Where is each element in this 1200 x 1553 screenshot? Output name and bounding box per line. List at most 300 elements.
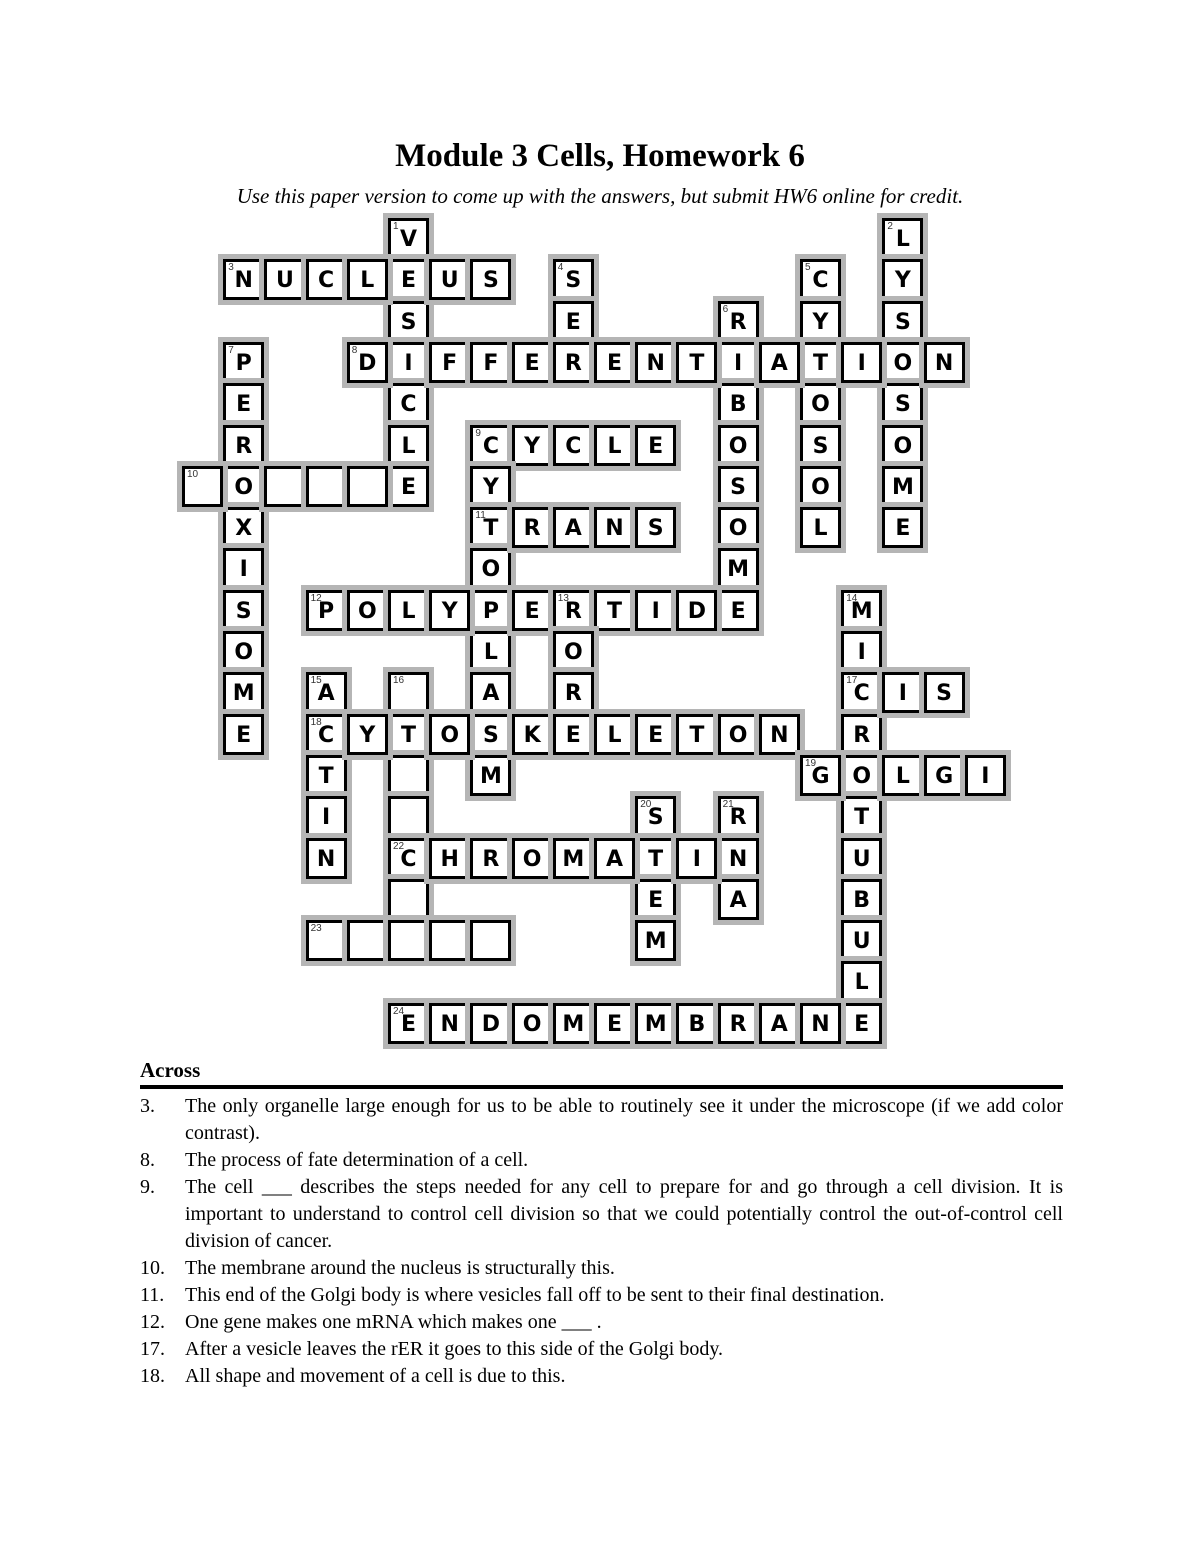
crossword-cell[interactable] xyxy=(223,672,264,713)
crossword-cell[interactable] xyxy=(635,590,676,631)
crossword-cell[interactable] xyxy=(718,590,759,631)
crossword-cell[interactable] xyxy=(223,342,264,383)
cell-letter: D xyxy=(687,598,707,624)
cell-letter: M xyxy=(644,1011,667,1037)
cell-letter: R xyxy=(564,350,582,376)
cell-letter: C xyxy=(400,846,417,872)
cell-letter: T xyxy=(854,805,870,831)
cell-letter: I xyxy=(651,598,660,624)
crossword-cell[interactable] xyxy=(676,714,717,755)
crossword-cell[interactable] xyxy=(841,961,882,1002)
crossword-cell[interactable] xyxy=(800,1003,841,1044)
clue-number: 11 xyxy=(475,510,486,522)
crossword-cell[interactable] xyxy=(882,425,923,466)
crossword-cell[interactable] xyxy=(470,755,511,796)
cell-letter: A xyxy=(770,350,788,376)
crossword-cell[interactable] xyxy=(470,838,511,879)
cell-letter: Y xyxy=(812,309,829,335)
crossword-cell[interactable] xyxy=(388,714,429,755)
crossword-cell[interactable] xyxy=(223,590,264,631)
cell-letter: T xyxy=(483,516,499,542)
cell-letter: E xyxy=(854,1011,870,1037)
cell-letter: S xyxy=(647,805,664,831)
crossword-cell[interactable] xyxy=(264,466,305,507)
clue-number-label: 11. xyxy=(140,1284,165,1306)
crossword-cell[interactable] xyxy=(635,342,676,383)
crossword-cell[interactable] xyxy=(470,548,511,589)
clue-number: 20 xyxy=(640,799,652,811)
crossword-cell[interactable] xyxy=(429,1003,470,1044)
cell-letter: M xyxy=(891,474,914,500)
cell-letter: L xyxy=(401,433,416,459)
cell-letter: E xyxy=(895,516,911,542)
clue-number: 6 xyxy=(722,303,729,315)
crossword-cell[interactable] xyxy=(347,342,388,383)
crossword-cell[interactable] xyxy=(635,425,676,466)
crossword-cell[interactable] xyxy=(347,259,388,300)
crossword-cell[interactable] xyxy=(594,590,635,631)
cell-letter: S xyxy=(812,433,829,459)
crossword-cell[interactable] xyxy=(470,672,511,713)
crossword-cell[interactable] xyxy=(718,879,759,920)
crossword-cell[interactable] xyxy=(223,631,264,672)
cell-letter: O xyxy=(234,474,254,500)
crossword-cell[interactable] xyxy=(306,672,347,713)
crossword-cell[interactable] xyxy=(470,590,511,631)
cell-letter: I xyxy=(239,557,248,583)
clue-number: 15 xyxy=(310,675,322,687)
cell-letter: R xyxy=(482,846,500,872)
crossword-cell[interactable] xyxy=(800,507,841,548)
crossword-cell[interactable] xyxy=(800,383,841,424)
clue-number-label: 12. xyxy=(140,1311,165,1333)
clue-number: 10 xyxy=(187,468,199,480)
crossword-cell[interactable] xyxy=(470,425,511,466)
crossword-cell[interactable] xyxy=(841,879,882,920)
crossword-cell[interactable] xyxy=(470,631,511,672)
crossword-cell[interactable] xyxy=(512,425,553,466)
crossword-cell[interactable] xyxy=(800,425,841,466)
crossword-cell[interactable] xyxy=(553,672,594,713)
clue-number: 5 xyxy=(805,262,811,274)
crossword-cell[interactable] xyxy=(718,342,759,383)
clue-number: 22 xyxy=(393,840,405,852)
crossword-cell[interactable] xyxy=(553,342,594,383)
crossword-cell[interactable] xyxy=(388,796,429,837)
clue-number-label: 18. xyxy=(140,1365,165,1387)
crossword-cell[interactable] xyxy=(635,1003,676,1044)
crossword-cell[interactable] xyxy=(841,1003,882,1044)
cell-letter: S xyxy=(936,681,953,707)
crossword-cell[interactable] xyxy=(841,342,882,383)
clue-number: 2 xyxy=(887,221,893,232)
clue-text: The process of fate determination of a cell. xyxy=(185,1149,529,1171)
cell-letter: R xyxy=(523,516,541,542)
cell-letter: E xyxy=(648,433,664,459)
crossword-cell[interactable] xyxy=(388,672,429,713)
crossword-cell[interactable] xyxy=(470,920,511,961)
cell-letter: U xyxy=(852,846,871,872)
cell-letter: O xyxy=(852,763,872,789)
cell-letter: M xyxy=(232,681,255,707)
crossword-cell[interactable] xyxy=(676,1003,717,1044)
crossword-cell[interactable] xyxy=(388,383,429,424)
cell-letter: I xyxy=(734,350,743,376)
crossword-cell[interactable] xyxy=(882,466,923,507)
crossword-cell[interactable] xyxy=(635,714,676,755)
clue-number: 17 xyxy=(846,675,858,687)
cell-letter: E xyxy=(236,722,252,748)
cell-letter: M xyxy=(644,929,667,955)
cell-letter: C xyxy=(318,268,335,294)
crossword-cell[interactable] xyxy=(718,1003,759,1044)
crossword-cell[interactable] xyxy=(306,796,347,837)
crossword-cell[interactable] xyxy=(594,425,635,466)
cell-letter: R xyxy=(235,433,253,459)
cell-letter: E xyxy=(524,598,540,624)
crossword-cell[interactable] xyxy=(388,466,429,507)
cell-letter: E xyxy=(400,1011,417,1037)
crossword-cell[interactable] xyxy=(512,590,553,631)
crossword-cell[interactable] xyxy=(553,425,594,466)
crossword-cell[interactable] xyxy=(470,1003,511,1044)
cell-letter: F xyxy=(483,350,499,376)
crossword-cell[interactable] xyxy=(306,259,347,300)
clue-number-label: 17. xyxy=(140,1338,165,1360)
cell-letter: V xyxy=(399,227,418,252)
crossword-cell[interactable] xyxy=(635,879,676,920)
clue-number: 3 xyxy=(228,262,234,274)
cell-letter: C xyxy=(565,433,582,459)
crossword-cell[interactable] xyxy=(676,342,717,383)
crossword-cell[interactable] xyxy=(718,796,759,837)
cell-letter: L xyxy=(895,763,910,789)
crossword-cell[interactable] xyxy=(512,1003,553,1044)
cell-letter: I xyxy=(322,805,331,831)
crossword-cell[interactable] xyxy=(635,838,676,879)
crossword-cell[interactable] xyxy=(306,920,347,961)
crossword-cell[interactable] xyxy=(759,342,800,383)
cell-letter: L xyxy=(607,722,622,748)
cell-letter: I xyxy=(692,846,701,872)
crossword-cell[interactable] xyxy=(882,672,923,713)
cell-letter: M xyxy=(562,846,585,872)
crossword-cell[interactable] xyxy=(388,879,429,920)
crossword-cell[interactable] xyxy=(429,714,470,755)
crossword-cell[interactable] xyxy=(965,755,1006,796)
cell-letter: Y xyxy=(524,433,541,459)
cell-letter: S xyxy=(894,309,911,335)
across-heading: Across xyxy=(140,1058,201,1082)
crossword-cell[interactable] xyxy=(841,755,882,796)
clue-number: 18 xyxy=(310,716,322,728)
crossword-cell[interactable] xyxy=(553,631,594,672)
crossword-cell[interactable] xyxy=(718,548,759,589)
clue-number: 23 xyxy=(310,923,322,935)
crossword-cell[interactable] xyxy=(841,590,882,631)
cell-letter: A xyxy=(317,681,335,707)
crossword-cell[interactable] xyxy=(553,259,594,300)
crossword-cell[interactable] xyxy=(470,466,511,507)
cell-letter: N xyxy=(770,722,789,748)
crossword-cell[interactable] xyxy=(306,755,347,796)
crossword-cell[interactable] xyxy=(882,383,923,424)
cell-letter: M xyxy=(479,763,502,789)
clue-number: 16 xyxy=(393,675,405,687)
crossword-cell[interactable] xyxy=(594,342,635,383)
crossword-cell[interactable] xyxy=(347,466,388,507)
crossword-cell[interactable] xyxy=(718,425,759,466)
clue-text: This end of the Golgi body is where vesicles fall off to be sent to their final destination. xyxy=(185,1284,885,1306)
cell-letter: E xyxy=(648,722,664,748)
clue-number: 14 xyxy=(846,592,858,604)
cell-letter: S xyxy=(400,309,417,335)
crossword-cell[interactable] xyxy=(841,631,882,672)
cell-letter: M xyxy=(850,598,873,624)
cell-letter: E xyxy=(565,722,581,748)
crossword-cell[interactable] xyxy=(388,590,429,631)
cell-letter: L xyxy=(483,640,498,665)
cell-letter: O xyxy=(728,433,748,459)
crossword-cell[interactable] xyxy=(306,714,347,755)
cell-letter: F xyxy=(442,350,458,376)
crossword-cell[interactable] xyxy=(718,383,759,424)
clue-text: The cell ___ describes the steps needed for any cell to prepare for and go through a cell division. It is important to understand to control cell division so that we could potentially control the out-of-control cell division of cancer. xyxy=(185,1176,1063,1252)
crossword-cell[interactable] xyxy=(718,507,759,548)
cell-letter: O xyxy=(522,1011,542,1037)
crossword-cell[interactable] xyxy=(553,714,594,755)
cell-letter: T xyxy=(689,722,705,748)
crossword-cell[interactable] xyxy=(924,755,965,796)
crossword-cell[interactable] xyxy=(306,466,347,507)
across-divider xyxy=(140,1085,1063,1089)
crossword-cell[interactable] xyxy=(470,259,511,300)
crossword-cell[interactable] xyxy=(388,425,429,466)
across-clue xyxy=(140,1282,1063,1309)
clue-text: One gene makes one mRNA which makes one ___ . xyxy=(185,1311,602,1333)
cell-letter: I xyxy=(857,350,866,376)
crossword-cell[interactable] xyxy=(429,590,470,631)
cell-letter: O xyxy=(811,474,830,500)
crossword-cell[interactable] xyxy=(347,590,388,631)
crossword-cell[interactable] xyxy=(841,672,882,713)
crossword-cell[interactable] xyxy=(553,301,594,342)
cell-letter: T xyxy=(689,350,705,376)
cell-letter: S xyxy=(894,392,911,418)
crossword-cell[interactable] xyxy=(388,301,429,342)
across-clue xyxy=(140,1363,1063,1390)
cell-letter: G xyxy=(811,763,830,789)
cell-letter: B xyxy=(853,887,871,913)
cell-letter: K xyxy=(523,722,541,748)
crossword-cell[interactable] xyxy=(800,259,841,300)
cell-letter: N xyxy=(440,1011,459,1037)
cell-letter: E xyxy=(565,309,581,335)
crossword-cell[interactable] xyxy=(841,838,882,879)
crossword-cell[interactable] xyxy=(223,259,264,300)
cell-letter: N xyxy=(646,350,665,376)
clue-number: 21 xyxy=(722,799,734,811)
across-clue xyxy=(140,1336,1063,1363)
clue-text: The only organelle large enough for us to be able to routinely see it under the microscope (if we add color contrast). xyxy=(185,1095,1063,1144)
crossword-cell[interactable] xyxy=(800,301,841,342)
crossword-cell[interactable] xyxy=(470,342,511,383)
crossword-cell[interactable] xyxy=(882,218,923,259)
crossword-cell[interactable] xyxy=(223,548,264,589)
cell-letter: M xyxy=(562,1011,585,1037)
crossword-cell[interactable] xyxy=(388,920,429,961)
clue-number: 8 xyxy=(351,344,358,356)
crossword-cell[interactable] xyxy=(429,342,470,383)
cell-letter: P xyxy=(235,350,252,376)
crossword-cell[interactable] xyxy=(759,714,800,755)
crossword-cell[interactable] xyxy=(635,507,676,548)
cell-letter: B xyxy=(688,1011,706,1037)
cell-letter: O xyxy=(728,722,748,748)
cell-letter: L xyxy=(401,598,416,624)
cell-letter: N xyxy=(934,350,954,376)
cell-letter: E xyxy=(400,474,417,500)
crossword-cell[interactable] xyxy=(635,920,676,961)
cell-letter: U xyxy=(275,268,294,294)
crossword-cell[interactable] xyxy=(676,590,717,631)
crossword-cell[interactable] xyxy=(388,342,429,383)
cell-letter: A xyxy=(564,516,582,542)
crossword-cell[interactable] xyxy=(718,714,759,755)
crossword-cell[interactable] xyxy=(388,755,429,796)
crossword-cell[interactable] xyxy=(306,838,347,879)
cell-letter: B xyxy=(729,392,747,418)
cell-letter: L xyxy=(607,433,622,459)
crossword-cell[interactable] xyxy=(594,507,635,548)
across-clue xyxy=(140,1309,1063,1336)
cell-letter: C xyxy=(318,722,335,748)
cell-letter: R xyxy=(564,598,582,624)
crossword-cell[interactable] xyxy=(800,466,841,507)
cell-letter: O xyxy=(893,350,913,376)
cell-letter: P xyxy=(482,598,499,624)
cell-letter: R xyxy=(729,805,747,831)
crossword-cell[interactable] xyxy=(718,838,759,879)
crossword-cell[interactable] xyxy=(841,920,882,961)
cell-letter: O xyxy=(234,640,254,665)
page-title: Module 3 Cells, Homework 6 xyxy=(395,138,805,174)
crossword-cell[interactable] xyxy=(676,838,717,879)
cell-letter: O xyxy=(440,722,460,748)
cell-letter: E xyxy=(524,350,540,376)
crossword-cell[interactable] xyxy=(800,755,841,796)
crossword-cell[interactable] xyxy=(924,342,965,383)
crossword-cell[interactable] xyxy=(635,796,676,837)
crossword-cell[interactable] xyxy=(388,838,429,879)
cell-letter: A xyxy=(729,887,747,913)
crossword-cell[interactable] xyxy=(924,672,965,713)
crossword-cell[interactable] xyxy=(594,1003,635,1044)
cell-letter: N xyxy=(234,268,253,294)
crossword-cell[interactable] xyxy=(512,838,553,879)
crossword-cell[interactable] xyxy=(182,466,223,507)
cell-letter: A xyxy=(605,846,624,872)
crossword-cell[interactable] xyxy=(264,259,305,300)
crossword-cell[interactable] xyxy=(347,714,388,755)
crossword-cell[interactable] xyxy=(347,920,388,961)
cell-letter: D xyxy=(358,350,377,376)
crossword-cell[interactable] xyxy=(553,838,594,879)
crossword-cell[interactable] xyxy=(512,342,553,383)
clue-text: All shape and movement of a cell is due to this. xyxy=(185,1365,566,1387)
crossword-cell[interactable] xyxy=(882,259,923,300)
crossword-cell[interactable] xyxy=(429,259,470,300)
cell-letter: I xyxy=(857,640,866,665)
cell-letter: S xyxy=(235,598,252,624)
cell-letter: O xyxy=(522,846,542,872)
crossword-cell[interactable] xyxy=(470,507,511,548)
crossword-cell[interactable] xyxy=(388,218,429,259)
cell-letter: T xyxy=(606,598,622,624)
crossword-cell[interactable] xyxy=(429,920,470,961)
crossword-cell[interactable] xyxy=(553,507,594,548)
clue-number: 19 xyxy=(805,757,817,769)
crossword-cell[interactable] xyxy=(223,466,264,507)
cell-letter: C xyxy=(812,268,829,294)
cell-letter: O xyxy=(563,640,583,665)
crossword-cell[interactable] xyxy=(594,838,635,879)
clue-number-label: 9. xyxy=(140,1176,155,1198)
cell-letter: N xyxy=(811,1011,830,1037)
crossword-cell[interactable] xyxy=(388,1003,429,1044)
clue-number: 9 xyxy=(475,427,481,439)
crossword-cell[interactable] xyxy=(223,714,264,755)
cell-letter: Y xyxy=(894,268,911,294)
crossword-cell[interactable] xyxy=(306,590,347,631)
crossword-cell[interactable] xyxy=(882,301,923,342)
crossword-cell[interactable] xyxy=(388,259,429,300)
cell-letter: E xyxy=(606,1011,623,1037)
crossword-cell[interactable] xyxy=(718,466,759,507)
crossword-cell[interactable] xyxy=(882,342,923,383)
cell-letter: O xyxy=(893,433,913,459)
crossword-cell[interactable] xyxy=(223,507,264,548)
crossword-cell[interactable] xyxy=(512,507,553,548)
cell-letter: U xyxy=(852,929,871,955)
crossword-cell[interactable] xyxy=(759,1003,800,1044)
crossword-cell[interactable] xyxy=(594,714,635,755)
cell-letter: O xyxy=(728,516,748,542)
cell-letter: L xyxy=(895,227,910,252)
cell-letter: I xyxy=(404,350,413,376)
crossword-cell[interactable] xyxy=(470,714,511,755)
crossword-cell[interactable] xyxy=(553,590,594,631)
crossword-cell[interactable] xyxy=(429,838,470,879)
crossword-cell[interactable] xyxy=(800,342,841,383)
clue-number: 24 xyxy=(393,1005,405,1017)
crossword-cell[interactable] xyxy=(223,383,264,424)
cell-letter: O xyxy=(481,557,501,583)
crossword-cell[interactable] xyxy=(718,301,759,342)
crossword-cell[interactable] xyxy=(882,755,923,796)
crossword-cell[interactable] xyxy=(841,714,882,755)
cell-letter: T xyxy=(400,722,416,748)
crossword-cell[interactable] xyxy=(512,714,553,755)
cell-letter: L xyxy=(813,516,828,542)
crossword-cell[interactable] xyxy=(841,796,882,837)
clue-number: 13 xyxy=(557,592,569,604)
cell-letter: D xyxy=(481,1011,501,1037)
crossword-cell[interactable] xyxy=(223,425,264,466)
cell-letter: E xyxy=(648,887,664,913)
crossword-cell[interactable] xyxy=(882,507,923,548)
crossword-cell[interactable] xyxy=(553,1003,594,1044)
